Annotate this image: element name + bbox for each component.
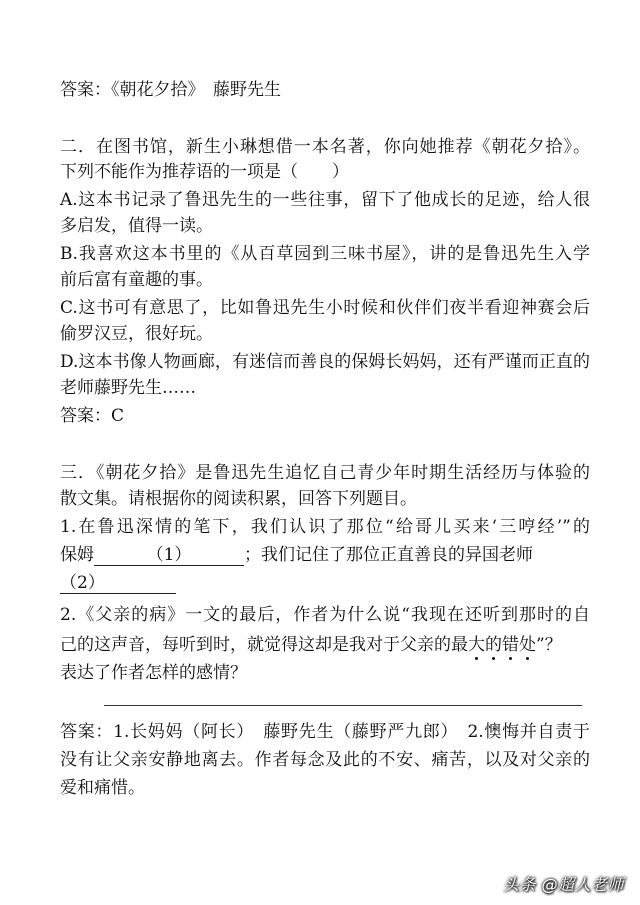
question2-line2 [60,635,590,655]
answer-underline [104,705,582,706]
option-d-line1: D.这本书像人物画廊，有迷信而善良的保姆长妈妈，还有严谨而正直的 [60,352,590,372]
section3-answer-line1: 答案：1.长妈妈（阿长） 藤野先生（藤野严九郎） 2.懊悔并自责于 [60,722,590,742]
option-b-line1: B.我喜欢这本书里的《从百草园到三味书屋》，讲的是鲁迅先生入学 [60,244,590,264]
watermark: 头条 @超人老师 [502,875,624,894]
section2-question-line1: 二．在图书馆，新生小琳想借一本名著，你向她推荐《朝花夕拾》。 [60,137,590,157]
answer-blank-1: （1） [94,545,244,566]
option-c-line1: C.这书可有意思了，比如鲁迅先生小时候和伙伴们夜半看迎神赛会后 [60,298,590,318]
question1-line3 [60,573,590,594]
question2-line1: 2.《父亲的病》一文的最后，作者为什么说“我现在还听到那时的自 [60,605,590,625]
question1-line1: 1.在鲁迅深情的笔下，我们认识了那位“给哥儿买来‘三哼经’”的 [60,517,590,537]
answer-blank-2: （2） [60,573,176,594]
question1-middle: ；我们记住了那位正直善良的异国老师 [244,545,533,565]
question2-line2-end: ”？ [536,635,562,655]
section3-answer-line2: 没有让父亲安静地离去。作者每念及此的不安、痛苦，以及对父亲的 [60,750,590,770]
section3-intro-line1: 三．《朝花夕拾》是鲁迅先生追忆自己青少年时期生活经历与体验的 [60,463,590,483]
emphasis-char-3: 错 [502,635,519,655]
section3-intro-line2: 散文集。请根据你的阅读积累，回答下列题目。 [60,489,417,509]
question1-prefix: 保姆 [60,545,94,565]
question2-line2-text: 己的这声音，每听到时，就觉得这却是我对于父亲的最 [60,635,468,655]
section1-answer: 答案：《朝花夕拾》 藤野先生 [60,80,281,100]
option-a-line1: A.这本书记录了鲁迅先生的一些往事，留下了他成长的足迹，给人很 [60,190,590,210]
question2-line3: 表达了作者怎样的感情？ [60,663,247,683]
question1-line2 [60,545,590,566]
emphasis-char-2: 的 [485,635,502,655]
option-a-line2: 多启发，值得一读。 [60,216,213,236]
section2-question-line2: 下列不能作为推荐语的一项是（ ） [60,162,349,182]
section2-answer: 答案：C [60,406,125,426]
emphasis-char-4: 处 [519,635,536,655]
section3-answer-line3: 爱和痛惜。 [60,778,145,798]
option-d-line2: 老师藤野先生…… [60,378,196,398]
option-c-line2: 偷罗汉豆，很好玩。 [60,324,213,344]
emphasis-char-1: 大 [468,635,485,655]
option-b-line2: 前后富有童趣的事。 [60,270,213,290]
